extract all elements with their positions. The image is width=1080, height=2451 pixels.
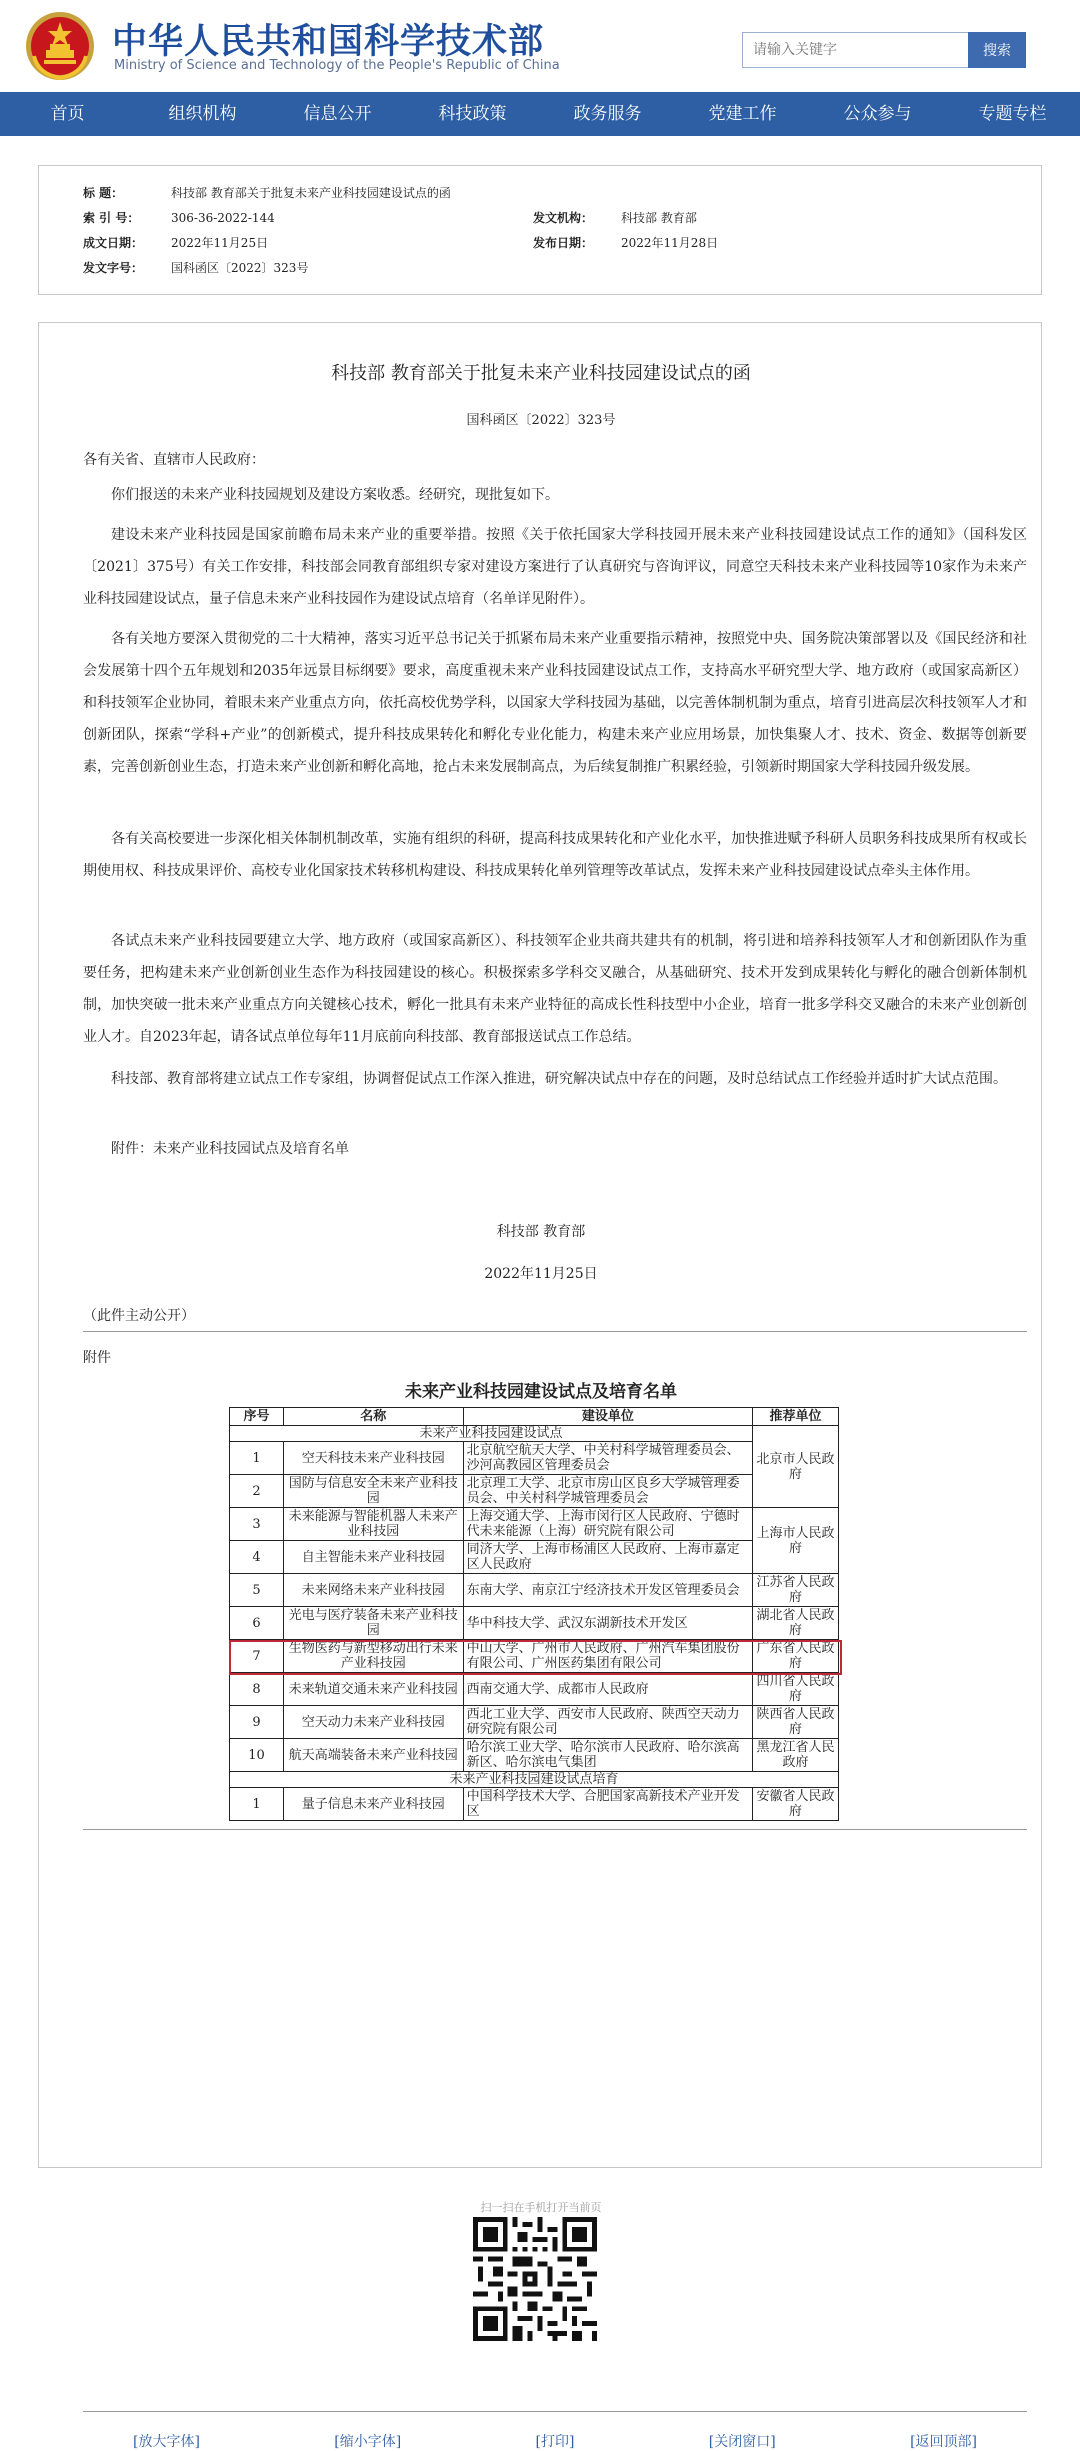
signature-date: 2022年11月25日: [484, 1266, 598, 1282]
nav-item-services[interactable]: 政务服务: [573, 104, 642, 124]
row-no: 8: [230, 1673, 284, 1706]
row-name: 量子信息未来产业科技园: [283, 1788, 463, 1821]
recommender-cell: 上海市人民政府: [753, 1508, 839, 1574]
table-title: 未来产业科技园建设试点及培育名单: [405, 1382, 677, 1402]
site-title[interactable]: 中华人民共和国科学技术部: [112, 22, 545, 62]
row-unit: 同济大学、上海市杨浦区人民政府、上海市嘉定区人民政府: [463, 1541, 752, 1574]
row-unit: 东南大学、南京江宁经济技术开发区管理委员会: [463, 1574, 752, 1607]
table-row: [230, 1508, 839, 1541]
row-no: 10: [230, 1739, 284, 1772]
col-header-unit: 建设单位: [463, 1408, 752, 1426]
back-to-top-link[interactable]: [返回顶部]: [910, 2434, 977, 2450]
row-unit: 中国科学技术大学、合肥国家高新技术产业开发区: [463, 1788, 752, 1821]
site-subtitle: Ministry of Science and Technology of the People's Republic of China: [114, 58, 560, 73]
park-list-table: [229, 1407, 839, 1821]
divider: [83, 2411, 1027, 2412]
meta-issuer-label: 发文机构：: [533, 211, 594, 225]
meta-docno-row: [83, 259, 308, 277]
section-row-pilot: [230, 1426, 839, 1442]
row-unit: 北京理工大学、北京市房山区良乡大学城管理委员会、中关村科学城管理委员会: [463, 1475, 752, 1508]
row-unit: 华中科技大学、武汉东湖新技术开发区: [463, 1607, 752, 1640]
print-link[interactable]: [打印]: [535, 2434, 575, 2450]
enlarge-font-link[interactable]: [放大字体]: [133, 2434, 200, 2450]
paragraph-2: 建设未来产业科技园是国家前瞻布局未来产业的重要举措。按照《关于依托国家大学科技园开展未来产业科技园建设试点工作的通知》（国科发区〔2021〕375号）有关工作安排，科技部会同教育部组织专家对建设方案进行了认真研究与咨询评议，同意空天科技未来产业科技园等10家作为未来产业科技园建设试点，量子信息未来产业科技园作为建设试点培育（名单详见附件）。: [83, 527, 1027, 607]
table-row: [230, 1475, 839, 1508]
meta-title-label: 标 题：: [83, 186, 124, 200]
nav-item-disclosure[interactable]: 信息公开: [303, 104, 372, 124]
row-no: 4: [230, 1541, 284, 1574]
meta-index-label: 索 引 号：: [83, 211, 140, 225]
paragraph-3: 各有关地方要深入贯彻党的二十大精神，落实习近平总书记关于抓紧布局未来产业重要指示精神，按照党中央、国务院决策部署以及《国民经济和社会发展第十四个五年规划和2035年远景目标纲要》要求，高度重视未来产业科技园建设试点工作，支持高水平研究型大学、地方政府（或国家高新区）和科技领军企业协同，着眼未来产业重点方向，依托高校优势学科，以国家大学科技园为基础，以完善体制机制为重点，培育引进高层次科技领军人才和创新团队，探索“学科+产业”的创新模式，提升科技成果转化和孵化专业化能力，构建未来产业应用场景，加快集聚人才、技术、资金、数据等创新要素，完善创新创业生态，打造未来产业创新和孵化高地，抢占未来发展制高点，为后续复制推广积累经验，引领新时期国家大学科技园升级发展。: [83, 631, 1027, 775]
row-unit: 西北工业大学、西安市人民政府、陕西空天动力研究院有限公司: [463, 1706, 752, 1739]
divider: [83, 1331, 1027, 1332]
row-no: 1: [230, 1788, 284, 1821]
shrink-font-link[interactable]: [缩小字体]: [334, 2434, 402, 2450]
meta-index-value: 306-36-2022-144: [171, 211, 275, 225]
recommender-cell: 四川省人民政府: [753, 1673, 839, 1706]
nav-item-home[interactable]: 首页: [50, 104, 85, 124]
row-no: 5: [230, 1574, 284, 1607]
col-header-name: 名称: [283, 1408, 463, 1426]
row-no: 9: [230, 1706, 284, 1739]
row-name: 航天高端装备未来产业科技园: [283, 1739, 463, 1772]
document-title: 科技部 教育部关于批复未来产业科技园建设试点的函: [331, 363, 751, 384]
row-name: 未来能源与智能机器人未来产业科技园: [283, 1508, 463, 1541]
row-name: 国防与信息安全未来产业科技园: [283, 1475, 463, 1508]
meta-docno-label: 发文字号：: [83, 261, 144, 275]
recommender-cell: 北京市人民政府: [753, 1426, 839, 1508]
row-name: 自主智能未来产业科技园: [283, 1541, 463, 1574]
attachment-label: 附件: [83, 1350, 111, 1366]
recommender-cell: 陕西省人民政府: [753, 1706, 839, 1739]
paragraph-5: 各试点未来产业科技园要建立大学、地方政府（或国家高新区）、科技领军企业共商共建共有的机制，将引进和培养科技领军人才和创新团队作为重要任务，把构建未来产业创新创业生态作为科技园建设的核心。积极探索多学科交叉融合，从基础研究、技术开发到成果转化与孵化的融合创新体制机制，加快突破一批未来产业重点方向关键核心技术，孵化一批具有未来产业特征的高成长性科技型中小企业，培育一批多学科交叉融合的未来产业创新创业人才。自2023年起，请各试点单位每年11月底前向科技部、教育部报送试点工作总结。: [83, 933, 1027, 1045]
row-unit: 中山大学、广州市人民政府、广州汽车集团股份有限公司、广州医药集团有限公司: [463, 1640, 752, 1673]
section-row-cultivation: [230, 1772, 839, 1788]
meta-created-label: 成文日期：: [83, 236, 144, 250]
document-metadata: [38, 165, 1042, 295]
meta-created-value: 2022年11月25日: [171, 236, 269, 250]
table-row: [230, 1739, 839, 1772]
meta-issuer-value: 科技部 教育部: [621, 211, 697, 225]
recommender-cell: 黑龙江省人民政府: [753, 1739, 839, 1772]
table-row: [230, 1442, 839, 1475]
section-label: 未来产业科技园建设试点: [230, 1426, 753, 1442]
row-unit: 哈尔滨工业大学、哈尔滨市人民政府、哈尔滨高新区、哈尔滨电气集团: [463, 1739, 752, 1772]
qr-caption: 扫一扫在手机打开当前页: [480, 2201, 602, 2214]
meta-created-row: [83, 234, 268, 252]
recommender-cell: 安徽省人民政府: [753, 1788, 839, 1821]
row-no: 7: [230, 1640, 284, 1673]
table-header-row: [230, 1408, 839, 1426]
table-row: [230, 1541, 839, 1574]
row-name: 未来网络未来产业科技园: [283, 1574, 463, 1607]
table-row: [230, 1788, 839, 1821]
col-header-recommender: 推荐单位: [753, 1408, 839, 1426]
recommender-cell: 江苏省人民政府: [753, 1574, 839, 1607]
row-unit: 西南交通大学、成都市人民政府: [463, 1673, 752, 1706]
nav-item-policy[interactable]: 科技政策: [438, 104, 507, 124]
row-no: 3: [230, 1508, 284, 1541]
meta-issuer-row: [533, 209, 697, 227]
national-emblem-icon[interactable]: [24, 10, 96, 82]
nav-item-organization[interactable]: 组织机构: [168, 104, 237, 124]
public-note: （此件主动公开）: [83, 1308, 195, 1324]
meta-published-row: [533, 234, 718, 252]
meta-published-value: 2022年11月28日: [621, 236, 719, 250]
attachment-reference: 附件：未来产业科技园试点及培育名单: [111, 1141, 349, 1157]
recommender-cell: 广东省人民政府: [753, 1640, 839, 1673]
row-no: 1: [230, 1442, 284, 1475]
nav-item-participation[interactable]: 公众参与: [843, 104, 912, 124]
meta-title-row: [83, 184, 451, 202]
divider: [83, 1829, 1027, 1830]
table-row: [230, 1706, 839, 1739]
close-window-link[interactable]: [关闭窗口]: [708, 2434, 776, 2450]
paragraph-6: 科技部、教育部将建立试点工作专家组，协调督促试点工作深入推进，研究解决试点中存在的问题，及时总结试点工作经验并适时扩大试点范围。: [111, 1071, 1007, 1087]
row-name: 空天科技未来产业科技园: [283, 1442, 463, 1475]
table-row: [230, 1673, 839, 1706]
row-no: 2: [230, 1475, 284, 1508]
table-row: [230, 1574, 839, 1607]
row-name: 光电与医疗装备未来产业科技园: [283, 1607, 463, 1640]
paragraph-1: 你们报送的未来产业科技园规划及建设方案收悉。经研究，现批复如下。: [111, 487, 559, 503]
document-body: [38, 322, 1042, 2450]
row-name: 未来轨道交通未来产业科技园: [283, 1673, 463, 1706]
salutation: 各有关省、直辖市人民政府：: [83, 452, 265, 468]
meta-index-row: [83, 209, 275, 227]
row-name: 生物医药与新型移动出行未来产业科技园: [283, 1640, 463, 1673]
document-number: 国科函区〔2022〕323号: [466, 413, 616, 428]
col-header-no: 序号: [230, 1408, 284, 1426]
table-row-highlighted: [230, 1640, 839, 1673]
paragraph-4: 各有关高校要进一步深化相关体制机制改革，实施有组织的科研，提高科技成果转化和产业化水平，加快推进赋予科研人员职务科技成果所有权或长期使用权、科技成果评价、高校专业化国家技术转移机构建设、科技成果转化单列管理等改革试点，发挥未来产业科技园建设试点牵头主体作用。: [83, 831, 1027, 879]
meta-published-label: 发布日期：: [533, 236, 594, 250]
section-label: 未来产业科技园建设试点培育: [230, 1772, 839, 1788]
main-nav: [0, 92, 1080, 136]
qr-code-icon: [473, 2217, 597, 2341]
row-unit: 上海交通大学、上海市闵行区人民政府、宁德时代未来能源（上海）研究院有限公司: [463, 1508, 752, 1541]
meta-docno-value: 国科函区〔2022〕323号: [171, 261, 309, 275]
signature: 科技部 教育部: [496, 1224, 586, 1240]
nav-item-party[interactable]: 党建工作: [708, 104, 777, 124]
recommender-cell: 湖北省人民政府: [753, 1607, 839, 1640]
search-button[interactable]: 搜索: [968, 32, 1026, 68]
search-input[interactable]: [742, 32, 970, 68]
row-name: 空天动力未来产业科技园: [283, 1706, 463, 1739]
meta-title-value: 科技部 教育部关于批复未来产业科技园建设试点的函: [171, 186, 451, 200]
table-row: [230, 1607, 839, 1640]
footer-links: [83, 2431, 1027, 2451]
row-no: 6: [230, 1607, 284, 1640]
row-unit: 北京航空航天大学、中关村科学城管理委员会、沙河高教园区管理委员会: [463, 1442, 752, 1475]
nav-item-topics[interactable]: 专题专栏: [978, 104, 1047, 124]
site-header: [0, 0, 1080, 92]
